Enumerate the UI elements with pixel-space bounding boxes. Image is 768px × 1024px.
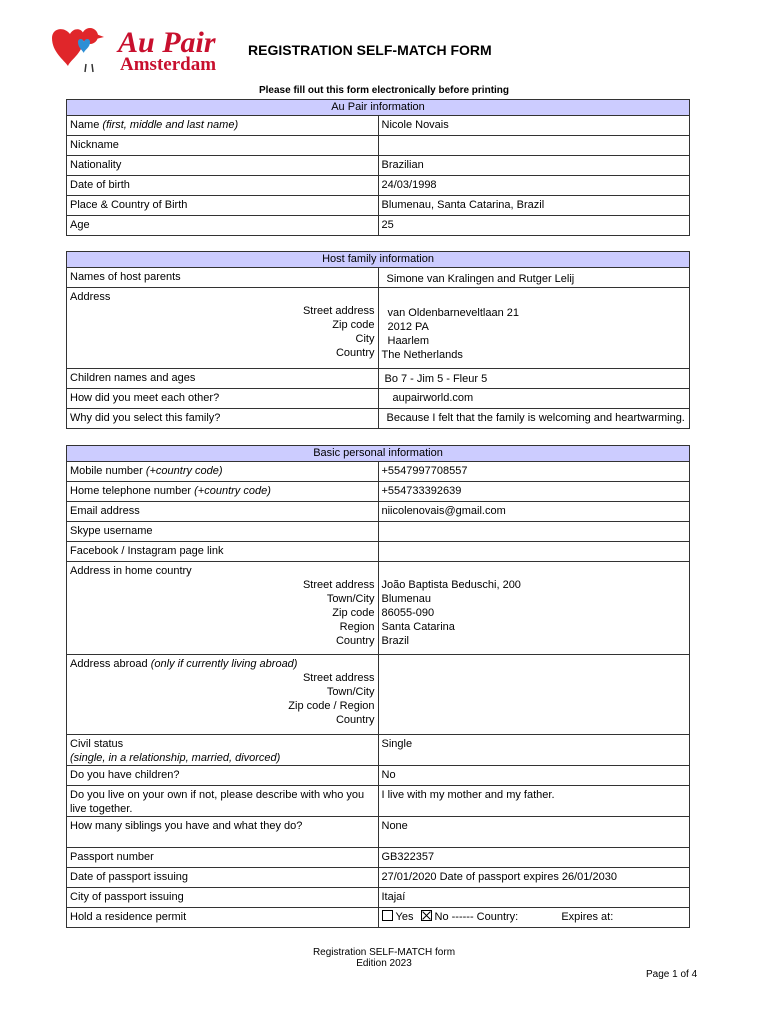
residence-permit-label: Hold a residence permit: [67, 908, 379, 928]
nationality-label: Nationality: [67, 156, 379, 176]
abroad-address-labels: Address abroad (only if currently living abroad) Street address Town/City Zip code / Region Country: [67, 655, 379, 735]
nickname-label: Nickname: [67, 136, 379, 156]
birthplace-field[interactable]: Blumenau, Santa Catarina, Brazil: [378, 196, 690, 216]
age-field[interactable]: 25: [378, 216, 690, 236]
mobile-field[interactable]: +5547997708557: [378, 462, 690, 482]
how-met-label: How did you meet each other?: [67, 389, 379, 409]
instruction-text: Please fill out this form electronically before printing: [258, 85, 510, 96]
footer-edition: Edition 2023: [356, 958, 412, 969]
have-children-field[interactable]: No: [378, 766, 690, 786]
host-street: van Oldenbarneveltlaan 21: [387, 307, 519, 319]
email-field[interactable]: niicolenovais@gmail.com: [378, 502, 690, 522]
section-title: Host family information: [67, 252, 690, 268]
age-label: Age: [67, 216, 379, 236]
why-family-field[interactable]: Because I felt that the family is welcoming and heartwarming.: [378, 409, 690, 429]
section-title: Au Pair information: [67, 100, 690, 116]
home-zip: 86055-090: [381, 607, 435, 619]
au-pair-information-section: [66, 99, 690, 236]
host-parents-label: Names of host parents: [67, 268, 379, 288]
passport-date-label: Date of passport issuing: [67, 868, 379, 888]
residence-no-label: No ------ Country:: [434, 911, 519, 923]
how-met-field[interactable]: aupairworld.com: [378, 389, 690, 409]
mobile-label: Mobile number (+country code): [67, 462, 379, 482]
home-address-fields[interactable]: [378, 562, 690, 655]
host-family-section: [66, 251, 690, 429]
host-parents-field[interactable]: Simone van Kralingen and Rutger Lelij: [378, 268, 690, 288]
civil-status-field[interactable]: Single: [378, 735, 690, 766]
siblings-field[interactable]: None: [378, 817, 690, 848]
passport-city-label: City of passport issuing: [67, 888, 379, 908]
bird-heart-icon: [52, 28, 104, 72]
logo-text-bottom: Amsterdam: [120, 54, 217, 75]
home-address-labels: Address in home country Street address Town/City Zip code Region Country: [67, 562, 379, 655]
nationality-field[interactable]: Brazilian: [378, 156, 690, 176]
facebook-field[interactable]: [378, 542, 690, 562]
passport-number-field[interactable]: GB322357: [378, 848, 690, 868]
host-address-fields[interactable]: [378, 288, 690, 369]
home-phone-label: Home telephone number (+country code): [67, 482, 379, 502]
siblings-label: How many siblings you have and what they do?: [67, 817, 379, 848]
residence-no-checkbox[interactable]: [421, 910, 432, 921]
children-names-field[interactable]: Bo 7 - Jim 5 - Fleur 5: [378, 369, 690, 389]
residence-yes-checkbox[interactable]: [382, 910, 393, 921]
skype-field[interactable]: [378, 522, 690, 542]
children-names-label: Children names and ages: [67, 369, 379, 389]
basic-personal-section: [66, 445, 690, 928]
residence-expires-label: Expires at:: [561, 911, 614, 923]
form-title: REGISTRATION SELF-MATCH FORM: [248, 42, 492, 58]
host-city: Haarlem: [387, 335, 430, 347]
facebook-label: Facebook / Instagram page link: [67, 542, 379, 562]
have-children-label: Do you have children?: [67, 766, 379, 786]
why-family-label: Why did you select this family?: [67, 409, 379, 429]
birthplace-label: Place & Country of Birth: [67, 196, 379, 216]
civil-status-label: Civil status (single, in a relationship, married, divorced): [67, 735, 379, 766]
dob-label: Date of birth: [67, 176, 379, 196]
home-phone-field[interactable]: +554733392639: [378, 482, 690, 502]
footer: [0, 947, 768, 969]
host-zip: 2012 PA: [387, 321, 429, 333]
dob-field[interactable]: 24/03/1998: [378, 176, 690, 196]
home-country: Brazil: [381, 635, 410, 647]
section-title: Basic personal information: [67, 446, 690, 462]
passport-date-field[interactable]: 27/01/2020 Date of passport expires 26/01/2030: [378, 868, 690, 888]
residence-permit-field: [378, 908, 690, 928]
email-label: Email address: [67, 502, 379, 522]
name-field[interactable]: Nicole Novais: [378, 116, 690, 136]
passport-number-label: Passport number: [67, 848, 379, 868]
au-pair-amsterdam-logo: [50, 20, 245, 75]
live-with-field[interactable]: I live with my mother and my father.: [378, 786, 690, 817]
nickname-field[interactable]: [378, 136, 690, 156]
passport-city-field[interactable]: Itajaí: [378, 888, 690, 908]
logo-text-top: Au Pair: [118, 26, 216, 59]
page-number: Page 1 of 4: [646, 969, 698, 980]
live-with-label: Do you live on your own if not, please describe with who you live together.: [67, 786, 379, 817]
residence-yes-label: Yes: [395, 911, 414, 923]
abroad-address-fields[interactable]: [378, 655, 690, 735]
home-street: João Baptista Beduschi, 200: [381, 579, 521, 591]
skype-label: Skype username: [67, 522, 379, 542]
footer-form-name: Registration SELF-MATCH form: [312, 947, 456, 958]
host-country: The Netherlands: [381, 349, 463, 361]
home-region: Santa Catarina: [381, 621, 455, 633]
host-address-labels: Address Street address Zip code City Country: [67, 288, 379, 369]
home-town: Blumenau: [381, 593, 432, 605]
name-label: Name (first, middle and last name): [67, 116, 379, 136]
